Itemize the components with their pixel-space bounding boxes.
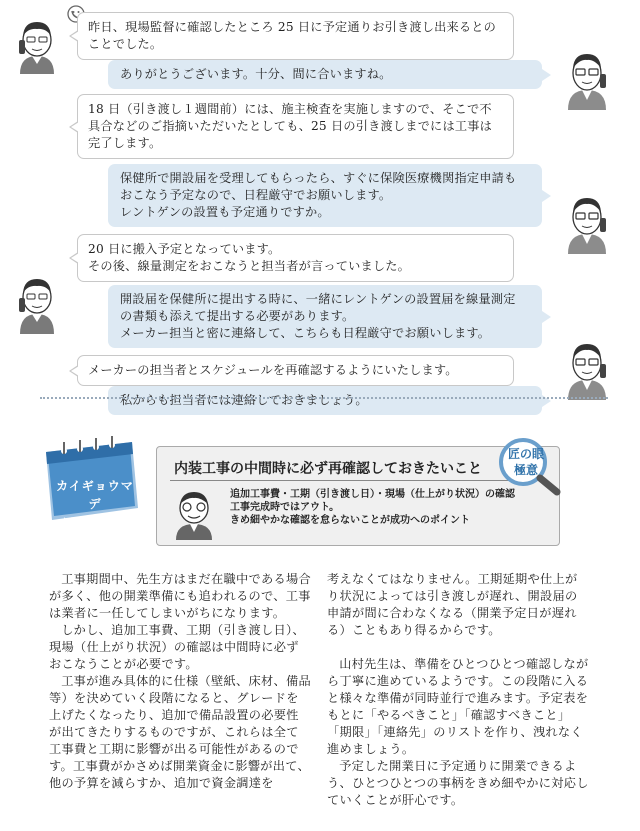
speech-bubble-doctor xyxy=(108,164,542,227)
contractor-avatar-icon xyxy=(6,268,68,334)
body-paragraph: 考えなくてはなりません。工期延期や仕上がり状況によっては引き渡しが遅れ、開設届の申請が間に合わなくなる（開業予定日が遅れる）こともあり得るからです。 xyxy=(327,572,578,637)
bubble-line: 具合などのご指摘いただいたとしても、25 日の引き渡しまでには工事は xyxy=(88,119,492,133)
bubble-line: メーカーの担当者とスケジュールを再確認するようにいたします。 xyxy=(88,363,458,377)
section-divider xyxy=(40,397,608,399)
body-paragraph: 予定した開業日に予定通りに開業できるよう、ひとつひとつの事柄をきめ細やかに対応していくことが肝心です。 xyxy=(327,759,589,807)
body-paragraph: 山村先生は、準備をひとつひとつ確認しながら丁寧に進めているようです。この段階に入ると様々な準備が同時並行で進みます。予定表をもとに「やるべきこと」「確認すべきこと」「期限」「連絡先」のリストを作り、洩れなく進めましょう。 xyxy=(327,657,589,756)
body-column-left xyxy=(49,571,311,792)
bubble-line: レントゲンの設置も予定通りですか。 xyxy=(120,205,330,219)
bubble-line: 開設届を保健所に提出する時に、一緒にレントゲンの設置届を線量測定 xyxy=(120,292,516,306)
callout-title: 内装工事の中間時に必ず再確認しておきたいこと xyxy=(174,461,482,477)
bubble-line: 保健所で開設届を受理してもらったら、すぐに保険医療機関指定申請も xyxy=(120,171,517,185)
callout-body: 追加工事費・工期（引き渡し日）・現場（仕上がり状況）の確認 工事完成時ではアウト。 きめ細やかな確認を怠らないことが成功へのポイント xyxy=(230,489,515,526)
bubble-line: その後、線量測定をおこなうと担当者が言っていました。 xyxy=(88,259,411,273)
bubble-line: 完了します。 xyxy=(88,136,162,150)
speech-bubble-doctor xyxy=(108,60,542,89)
bubble-line: ありがとうございます。十分、間に合いますね。 xyxy=(120,67,392,81)
badge-label: 匠の眼 極意 xyxy=(507,447,544,477)
body-paragraph: 工事が進み具体的に仕様（壁紙、床材、備品等）を決めていく段階になると、グレードを上げたくなったり、追加で備品設置の必要性が出てきたりするものですが、これらは全て工事費と工期に影響が出る可能性があるのです。工事費がかさめば開業資金に影響が出て、他の予算を減らすか、追加で資金調達を xyxy=(49,674,311,790)
bubble-line: 18 日（引き渡し１週間前）には、施主検査を実施しますので、そこで不 xyxy=(88,102,492,116)
bubble-line: 私からも担当者には連絡しておきましょう。 xyxy=(120,393,368,407)
speech-bubble-contractor xyxy=(77,355,514,386)
body-paragraph: 工事期間中、先生方はまだ在職中である場合が多く、他の開業準備にも追われるので、工事は業者に一任してしまいがちになります。 xyxy=(49,572,311,620)
contractor-avatar-icon xyxy=(6,12,68,74)
speech-bubble-doctor xyxy=(108,386,542,415)
doctor-avatar-icon xyxy=(556,334,618,400)
speech-bubble-contractor xyxy=(77,94,514,159)
speech-bubble-doctor xyxy=(108,285,542,348)
body-column-right xyxy=(327,571,589,809)
bubble-line: ことでした。 xyxy=(88,37,163,51)
bubble-line: 昨日、現場監督に確認したところ 25 日に予定通りお引き渡し出来るとの xyxy=(88,20,497,34)
speech-bubble-contractor xyxy=(77,234,514,282)
bubble-line: の書類も添えて提出する必要があります。 xyxy=(120,309,355,323)
bubble-line: 20 日に搬入予定となっています。 xyxy=(88,242,281,256)
calendar-label: カイギョウマデ アト５０日 xyxy=(56,479,134,529)
bubble-line: メーカー担当と密に連絡して、こちらも日程厳守でお願いします。 xyxy=(120,326,491,340)
callout-underline xyxy=(170,480,525,481)
advisor-avatar-icon xyxy=(166,484,222,540)
doctor-avatar-icon xyxy=(556,44,618,110)
bubble-line: おこなう予定なので、日程厳守でお願いします。 xyxy=(120,188,392,202)
speech-bubble-contractor xyxy=(77,12,514,60)
body-paragraph: しかし、追加工事費、工期（引き渡し日）、現場（仕上がり状況）の確認は中間時に必ずおこなうことが必要です。 xyxy=(49,623,305,671)
doctor-avatar-icon xyxy=(556,188,618,254)
